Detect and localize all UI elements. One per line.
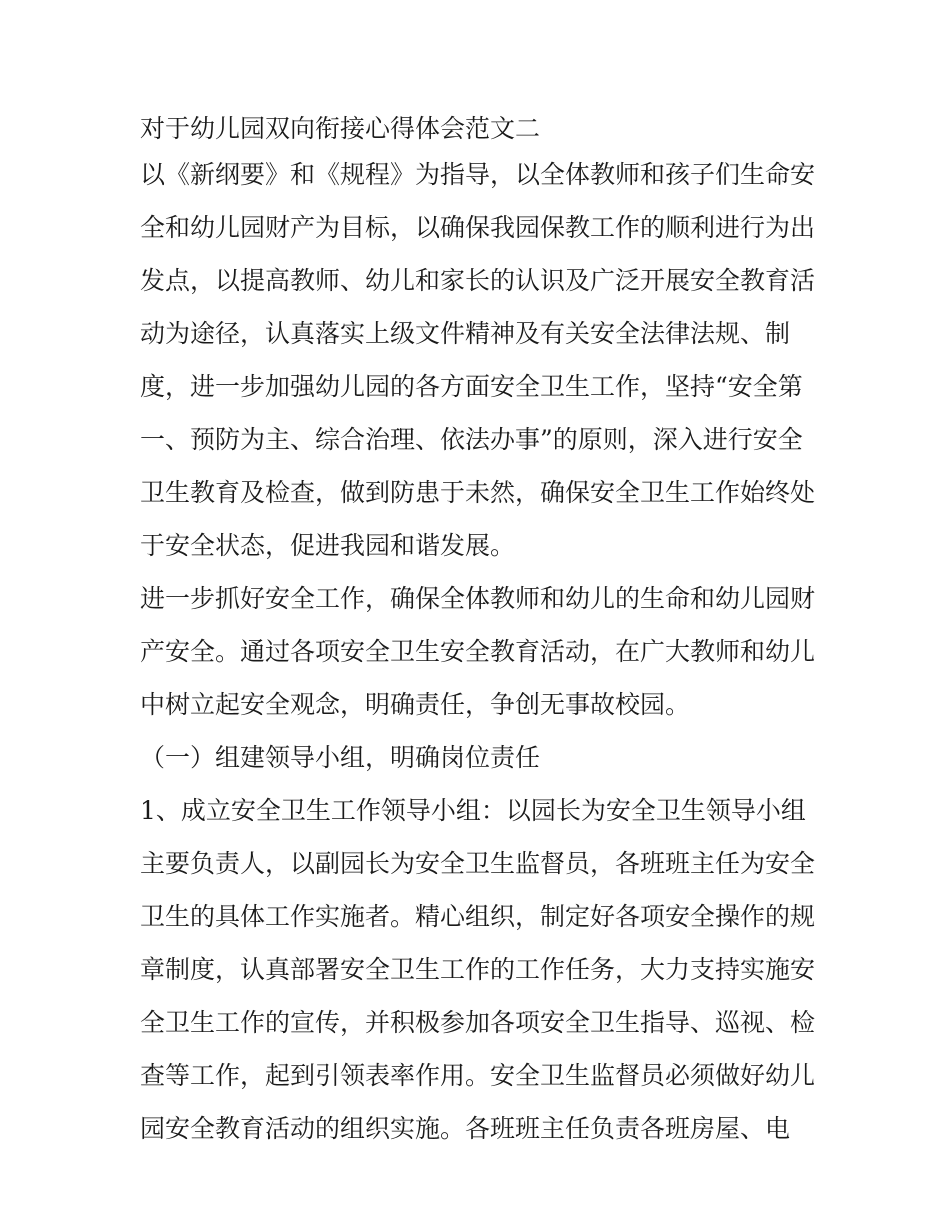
text-line: 动为途径，认真落实上级文件精神及有关安全法律法规、制 — [140, 319, 791, 348]
document-body — [140, 110, 816, 1155]
text-line: 查等工作，起到引领表率作用。安全卫生监督员必须做好幼儿 — [140, 1061, 816, 1090]
text-line: 产安全。通过各项安全卫生安全教育活动，在广大教师和幼儿 — [140, 637, 816, 666]
text-line: 中树立起安全观念，明确责任，争创无事故校园。 — [140, 690, 691, 719]
text-line: 园安全教育活动的组织实施。各班班主任负责各班房屋、电 — [140, 1114, 791, 1143]
text-line: 全和幼儿园财产为目标，以确保我园保教工作的顺利进行为出 — [140, 213, 816, 242]
text-line: 一、预防为主、综合治理、依法办事”的原则，深入进行安全 — [140, 425, 803, 454]
text-line: 卫生的具体工作实施者。精心组织，制定好各项安全操作的规 — [140, 902, 816, 931]
text-line: 度，进一步加强幼儿园的各方面安全卫生工作，坚持“安全第 — [140, 372, 803, 401]
paragraph-2 — [140, 572, 816, 731]
document-title: 对于幼儿园双向衔接心得体会范文二 — [140, 114, 541, 143]
text-line: 以《新纲要》和《规程》为指导，以全体教师和孩子们生命安 — [140, 160, 816, 189]
paragraph-1 — [140, 148, 816, 572]
text-line: 发点，以提高教师、幼儿和家长的认识及广泛开展安全教育活 — [140, 266, 816, 295]
text-line: 1、成立安全卫生工作领导小组：以园长为安全卫生领导小组 — [140, 796, 806, 825]
text-line: 进一步抓好安全工作，确保全体教师和幼儿的生命和幼儿园财 — [140, 584, 816, 613]
text-line: 全卫生工作的宣传，并积极参加各项安全卫生指导、巡视、检 — [140, 1008, 816, 1037]
text-line: 卫生教育及检查，做到防患于未然，确保安全卫生工作始终处 — [140, 478, 816, 507]
text-line: 主要负责人，以副园长为安全卫生监督员，各班班主任为安全 — [140, 849, 816, 878]
text-line: 于安全状态，促进我园和谐发展。 — [140, 531, 516, 560]
list-item-1 — [140, 784, 816, 1155]
section-heading: （一）组建领导小组，明确岗位责任 — [140, 743, 541, 772]
text-line: 章制度，认真部署安全卫生工作的工作任务，大力支持实施安 — [140, 955, 816, 984]
